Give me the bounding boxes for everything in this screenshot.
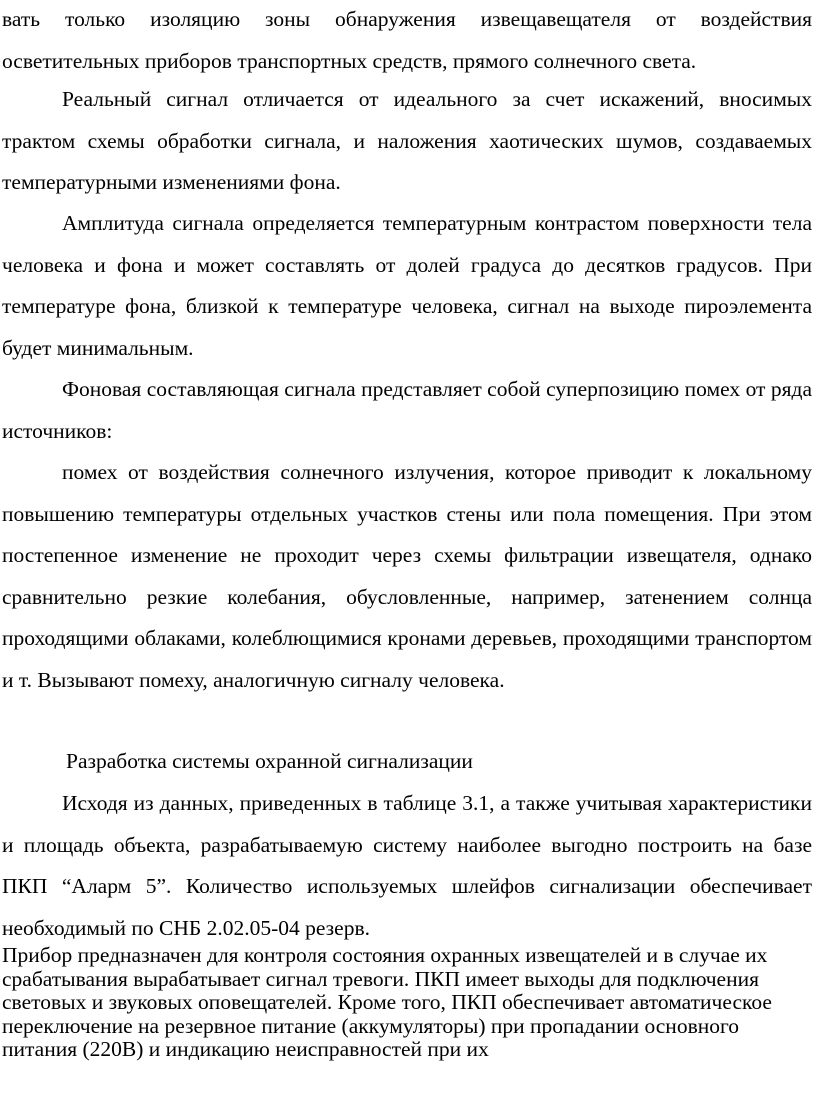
paragraph-system-design: Исходя из данных, приведенных в таблице 3.1, а также учитывая характеристики и площадь объекта, разрабатываемую систему наиболее выгодно построить на базе ПКП “Аларм 5”. Количество используемых шлейфов сигнализации обеспечивает необходимый по СНБ 2.02.05-04 резерв.	[2, 791, 812, 940]
section-heading: Разработка системы охранной сигнализации	[66, 749, 473, 773]
paragraph-amplitude: Амплитуда сигнала определяется температурным контрастом поверхности тела человека и фона и может составлять от долей градуса до десятков градусов. При температуре фона, близкой к температуре человека, сигнал на выходе пироэлемента будет минимальным.	[2, 211, 812, 360]
paragraph-solar-interference: помех от воздействия солнечного излучения, которое приводит к локальному повышению температуры отдельных участков стены или пола помещения. При этом постепенное изменение не проходит через схемы фильтрации извещателя, однако сравнительно резкие колебания, обусловленные, например, затенением солнца проходящими облаками, колеблющимися кронами деревьев, проходящими транспортом и т. Вызывают помеху, аналогичную сигналу человека.	[2, 460, 812, 692]
paragraph-background-component: Фоновая составляющая сигнала представляет собой суперпозицию помех от ряда источников:	[2, 377, 812, 443]
paragraph-device-description: Прибор предназначен для контроля состояния охранных извещателей и в случае их срабатывания вырабатывает сигнал тревоги. ПКП имеет выходы для подключения световых и звуковых оповещателей. Кроме того, ПКП обеспечивает автоматическое переключение на резервное питание (аккумуляторы) при пропадании основного питания (220В) и индикацию неисправностей при их	[2, 943, 772, 1062]
paragraph-real-signal: Реальный сигнал отличается от идеального за счет искажений, вносимых трактом схемы обработки сигнала, и наложения хаотических шумов, создаваемых температурными изменениями фона.	[2, 87, 812, 194]
paragraph-continuation: вать только изоляцию зоны обнаружения извещавещателя от воздействия осветительных приборов транспортных средств, прямого солнечного света.	[2, 7, 812, 73]
